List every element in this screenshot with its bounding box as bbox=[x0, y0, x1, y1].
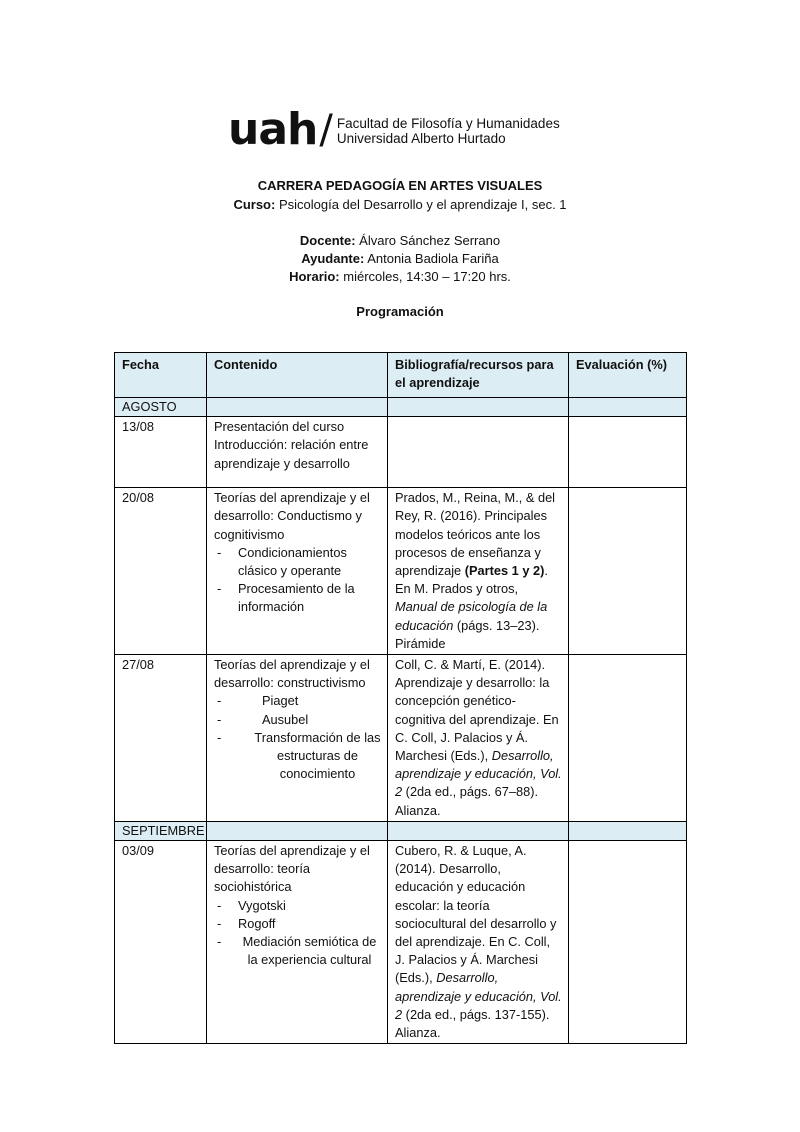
row-evaluation bbox=[569, 488, 687, 655]
list-item: - Transformación de las estructuras de conocimiento bbox=[214, 729, 381, 784]
row-evaluation bbox=[569, 841, 687, 1044]
month-label: AGOSTO bbox=[115, 398, 207, 417]
header-content: Contenido bbox=[207, 353, 388, 398]
header-date: Fecha bbox=[115, 353, 207, 398]
content-line: Teorías del aprendizaje y el desarrollo: teoría sociohistórica bbox=[214, 843, 370, 895]
list-item: - Ausubel bbox=[214, 711, 381, 729]
table-header-row bbox=[115, 353, 687, 398]
header-evaluation: Evaluación (%) bbox=[569, 353, 687, 398]
list-item: - Vygotski bbox=[214, 897, 381, 915]
course-line: Curso: Psicología del Desarrollo y el aprendizaje I, sec. 1 bbox=[233, 197, 567, 212]
row-bibliography: Prados, M., Reina, M., & del Rey, R. (2016). Principales modelos teóricos ante los procesos de enseñanza y aprendizaje (Partes 1 y 2). En M. Prados y otros, Manual de psicología de la educación (págs. 13–23). Pirámide bbox=[388, 488, 569, 655]
list-item: - Condicionamientos clásico y operante bbox=[214, 544, 381, 580]
content-list bbox=[214, 897, 381, 970]
list-item: - Procesamiento de la información bbox=[214, 580, 381, 616]
row-content bbox=[207, 841, 388, 1044]
section-title: Programación bbox=[356, 304, 444, 319]
career-title: CARRERA PEDAGOGÍA EN ARTES VISUALES bbox=[257, 178, 543, 193]
table-row bbox=[115, 417, 687, 488]
header-bibliography: Bibliografía/recursos para el aprendizaje bbox=[388, 353, 569, 398]
program-table bbox=[114, 352, 687, 1044]
row-date: 20/08 bbox=[115, 488, 207, 655]
schedule-line: Horario: miércoles, 14:30 – 17:20 hrs. bbox=[289, 269, 511, 284]
content-line: Teorías del aprendizaje y el desarrollo: Conductismo y cognitivismo bbox=[214, 490, 370, 542]
row-date: 03/09 bbox=[115, 841, 207, 1044]
list-item: - Rogoff bbox=[214, 915, 381, 933]
row-content bbox=[207, 488, 388, 655]
row-bibliography: Coll, C. & Martí, E. (2014). Aprendizaje y desarrollo: la concepción genético-cognitiva del aprendizaje. En C. Coll, J. Palacios y Á. Marchesi (Eds.), Desarrollo, aprendizaje y educación, Vol. 2 (2da ed., págs. 67–88). Alianza. bbox=[388, 655, 569, 822]
row-bibliography: Cubero, R. & Luque, A. (2014). Desarrollo, educación y educación escolar: la teoría sociocultural del desarrollo y del aprendizaje. En C. Coll, J. Palacios y Á. Marchesi (Eds.), Desarrollo, aprendizaje y educación, Vol. 2 (2da ed., págs. 137-155). Alianza. bbox=[388, 841, 569, 1044]
month-row bbox=[115, 821, 687, 840]
list-item: - Mediación semiótica de la experiencia cultural bbox=[214, 933, 381, 969]
table-row bbox=[115, 655, 687, 822]
table-row bbox=[115, 841, 687, 1044]
row-date: 13/08 bbox=[115, 417, 207, 488]
row-bibliography bbox=[388, 417, 569, 488]
logo-mark: uah bbox=[228, 104, 318, 155]
logo-slash: / bbox=[319, 107, 333, 153]
university-name: Universidad Alberto Hurtado bbox=[336, 131, 506, 146]
month-row bbox=[115, 398, 687, 417]
row-evaluation bbox=[569, 417, 687, 488]
content-line: Teorías del aprendizaje y el desarrollo: constructivismo bbox=[214, 657, 370, 691]
row-date: 27/08 bbox=[115, 655, 207, 822]
list-item: - Piaget bbox=[214, 692, 381, 710]
content-line: Presentación del curso bbox=[214, 419, 345, 435]
row-content bbox=[207, 417, 388, 488]
table-row bbox=[115, 488, 687, 655]
university-logo bbox=[228, 104, 560, 155]
faculty-name: Facultad de Filosofía y Humanidades bbox=[336, 116, 560, 131]
content-line: Introducción: relación entre aprendizaje y desarrollo bbox=[214, 437, 369, 471]
content-list bbox=[214, 544, 381, 617]
month-label: SEPTIEMBRE bbox=[115, 821, 207, 840]
row-evaluation bbox=[569, 655, 687, 822]
assistant-line: Ayudante: Antonia Badiola Fariña bbox=[301, 251, 499, 266]
teacher-line: Docente: Álvaro Sánchez Serrano bbox=[299, 233, 501, 248]
content-list bbox=[214, 692, 381, 783]
row-content bbox=[207, 655, 388, 822]
logo-text bbox=[337, 116, 560, 146]
